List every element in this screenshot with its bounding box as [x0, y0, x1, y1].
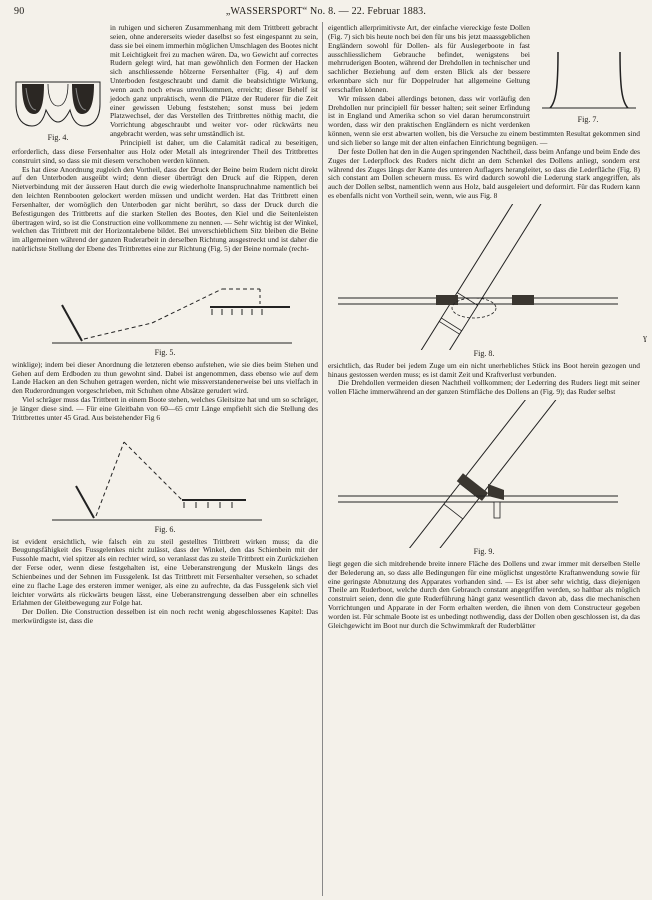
paragraph: liegt gegen die sich mitdrehende breite innere Fläche des Dollens und zwar immer mit derselben Stelle der Belederung an, so dass alle Bedingungen für eine möglichst ungestörte Kraftanwendung sowie für eine geringste Abnutzung des Apparates vorhanden sind. — Es ist aber sehr wichtig, dass diejenigen Theile am Ruderboot, welche durch den Gebrauch constant angegriffen werden, so haltbar als möglich construirt seien, denn die gute Ruderführung hängt ganz wesentlich davon ab, dass die mechanischen Vorrichtungen und Apparate in der Form erhalten werden, die ihnen von dem Constructeur gegeben worden ist. Für schmale Boote ist es unbedingt nothwendig, dass der Dollen oben geschlossen ist, da das Gleichgewicht im Boot nur durch die Schwimmkraft der Ruderblätter [328, 558, 640, 630]
figure-7 [536, 44, 640, 125]
paragraph: ersichtlich, das Ruder bei jedem Zuge um ein nicht unerhebliches Stück ins Boot herein gezogen und hinaus gestossen werden muss; es ist damit Zeit und Kraftverlust verbunden. [328, 360, 640, 379]
figure-caption: Fig. 4. [47, 133, 69, 142]
figure-8 [328, 204, 640, 359]
paragraph-text: eigentlich allerprimitivste Art, der einfache viereckige feste Dollen (Fig. 7) sich bis heute noch bei den für uns bis jetzt maassgeblichen Engländern sowohl für Dollen- als für Auslegerboote in fast ausschliesslichem Gebrauche befindet, wenigstens bei mehrruderigen Booten, während der Drehdollen in technischer und sachlicher Beziehung auf dem ersten Blick als der bessere erkennbare sich nur für Doppelruder hat allgemeine Geltung verschaffen können. [328, 23, 530, 94]
figure-9 [328, 400, 640, 557]
margin-mark: ɣ [643, 333, 647, 342]
oar-in-fixed-rowlock-diagram [328, 204, 628, 350]
page-header [14, 6, 638, 20]
paragraph [12, 23, 318, 142]
figure-caption: Fig. 6. [154, 524, 176, 534]
right-column [328, 24, 640, 631]
paragraph: Wir müssen dabei allerdings betonen, dass wir vorläufig den Drehdollen nur principiell für besser halten; seit seiner Erfindung ist in England und Amerika schon so viel daran herumconstruirt worden, dass wir den praktischen Engländern es nicht verdenken können, wenn sie erst abwarten wollen, bis die Versuche zu einem bestimmten Resultat gekommen sind und sich lieber so lange mit der alten einfachen Einrichtung begnügen. — [328, 93, 640, 147]
left-column [12, 24, 318, 626]
sliding-seat-footboard-diagram [12, 426, 302, 526]
page-number: 90 [14, 6, 25, 17]
oar-in-swivel-rowlock-diagram [328, 400, 628, 548]
figure-5 [12, 257, 318, 358]
figure-6 [12, 426, 318, 535]
paragraph: Es hat diese Anordnung zugleich den Vortheil, dass der Druck der Beine beim Rudern nicht direkt auf den Unterboden ausgeübt wird; denn dieser überträgt den Druck auf die Rippen, deren Nietverbindung mit der äusseren Haut durch die ewig wiederholte Inanspruchnahme namentlich bei den leichten Rennbooten gelockert werden müssen und undicht werden. Hat das Trittbrett einen Fersenhalter, der womöglich den Unterboden gar nicht berührt, so dass der Druck durch die Befestigungen des Trittbretts auf die starken Stellen des Bootes, den Kiel und die Seitenleisten übertragen wird, so ist die Construction eine vollkommene zu nennen. — Sehr wichtig ist der Winkel, welchen das Trittbrett mit der Horizontalebene bildet. Bei unverschieblichem Sitz bleiben die Beine im allgemeinen während der ganzen Ruderarbeit in derselben Richtung ausgestreckt und ist daher die natürlichste Stellung der Ebene des Trittbrettes eine zur Richtung (Fig. 5) der Beine normale (recht- [12, 164, 318, 254]
paragraph: Der feste Dollen hat den in die Augen springenden Nachtheil, dass beim Anfange und beim Ende des Zuges der Lederpflock des Ruders nicht dicht an dem Schenkel des Dollens anliegt, sondern erst während des Zuges längs der Kante des unteren Auflagers herangleitet, so dass die Lederfläche (Fig. 8) sich constant am Dollen scheuern muss. Es wird dadurch sowohl die Lederung stark angegriffen, als auch der Dollen selbst, namentlich wenn aus Holz, bald ausgeleiert und deformirt. Für das Rudern kann es ebenfalls nicht von Vortheil sein, wenn, wie aus Fig. 8 [328, 146, 640, 201]
figure-caption: Fig. 5. [154, 347, 176, 357]
figure-caption: Fig. 8. [473, 348, 495, 358]
paragraph: Principiell ist daher, um die Calamität radical zu beseitigen, erforderlich, dass diese Fersenhalter aus Holz oder Metall als integrirender Theil des Trittbrettes construirt sind, so dass sie mit diesem verschoben werden können. [12, 137, 318, 165]
heel-holder-illustration [12, 76, 104, 134]
running-title: „WASSERSPORT“ No. 8. — 22. Februar 1883. [225, 6, 427, 17]
figure-caption: Fig. 9. [473, 547, 495, 557]
column-divider [322, 22, 323, 896]
footboard-angle-diagram [12, 257, 302, 349]
paragraph-text: in ruhigen und sicheren Zusammenhang mit dem Trittbrett gebracht seien, ohne andererseits wieder daselbst so fest eingespannt zu sein, dass sie bei einem immerhin möglichen Umschlagen des Bootes nicht mit Leichtigkeit frei zu machen wären. Da, wo Gewicht auf correctes Rudern gelegt wird, hat man gewöhnlich den Formen der Hacken sich anschliessende hölzerne Fersenhalter (Fig. 4) auf dem Unterboden festgeschraubt und damit die beabsichtigte Wirkung, wenn auch noch etwas unvollkommen, erreicht; dieser Behelf ist jedoch ganz unpraktisch, wenn die Plätze der Ruderer für die Zeit einer gewissen Uebung feststehen; sonst muss bei jedem Platzwechsel, der das Verstellen des Trittbrettes nöthig macht, die Vorrichtung abgeschraubt und weiter vor- oder rückwärts neu angebracht werden, was sehr umständlich ist. [110, 23, 318, 139]
paragraph: winklige); indem bei dieser Anordnung die letzteren ebenso aufstehen, wie sie dies beim Stehen und Gehen auf dem Erdboden zu thun gewohnt sind. Dabei ist angenommen, dass ebenso wie auf dem Lande Hacken an den Schuhen getragen werden, nicht wie missverstandenerweise bei uns vielfach in den Ruderordnungen vorgeschrieben, mit Schuhen ohne Absätze gerudert wird. [12, 359, 318, 396]
paragraph: Der Dollen. Die Construction desselben ist ein noch recht wenig abgeschlossenes Kapitel: Das merkwürdigste ist, dass die [12, 607, 318, 626]
figure-caption: Fig. 7. [577, 115, 599, 124]
fixed-rowlock-illustration [536, 44, 640, 116]
paragraph: ist evident ersichtlich, wie falsch ein zu steil gestelltes Trittbrett wirken muss; da die Beugungsfähigkeit des Fussgelenkes nicht zulässt, dass der Winkel, den das Schienbein mit der Fussohle macht, viel spitzer als ein rechter wird, so veranlasst das zu steile Trittbrett ein Zurückziehen der Ferse oder, wenn diese festgehalten ist, eine Ueberanstrengung der Muskeln längs des Schienbeines und der Sehnen im Fussgelenk. Ist das Trittbrett mit Fersenhalter versehen, so schadet eine zu flache Lage des ersteren immer weniger, als eine zu aufrechte, da das Fussgelenk sich viel leichter vorwärts als rückwärts beugen lässt, eine Ueberanstrengung desselben aber ein schnelles Erlahmen der Gleitbewegung zur Folge hat. [12, 536, 318, 608]
paragraph: Viel schräger muss das Trittbrett in einem Boote stehen, welches Gleitsitze hat und um so schräger, je länger diese sind. — Für eine Gleitbahn von 60—65 cmtr Länge empfiehlt sich die Stellung des Trittbrettes unter 45 Grad. Aus beistehender Fig 6 [12, 395, 318, 422]
paragraph: Die Drehdollen vermeiden diesen Nachtheil vollkommen; der Lederring des Ruders liegt mit seiner vollen Fläche immerwährend an der ganzen Stirnfläche des Dollens an (Fig. 9); das Ruder selbst [328, 378, 640, 397]
figure-4 [12, 76, 104, 143]
